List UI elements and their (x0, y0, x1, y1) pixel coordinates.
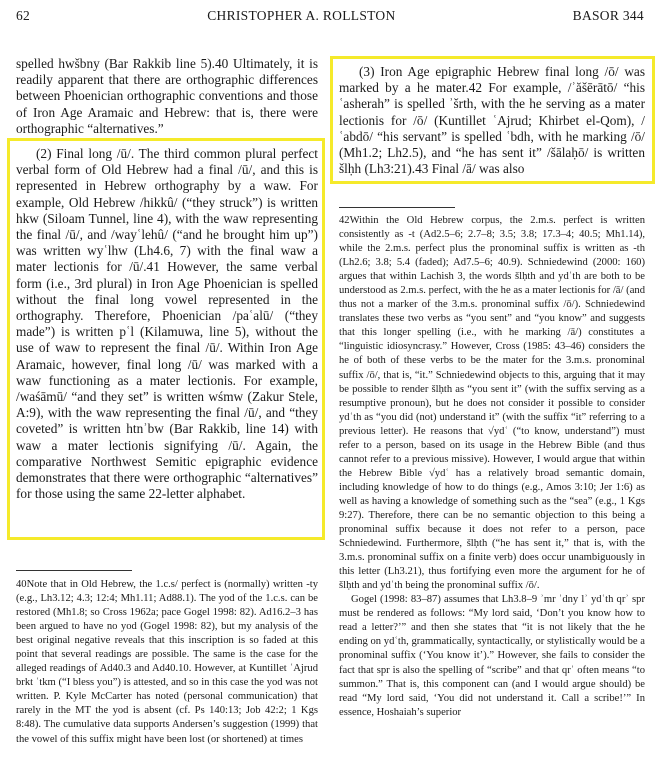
footnote-42 (339, 214, 645, 720)
running-head-author: CHRISTOPHER A. ROLLSTON (207, 8, 396, 23)
footnote-42-paragraph-2: Gogel (1998: 83–87) assumes that Lh3.8–9 ʾmr ʾdny lʾ ydʿth qrʾ spr must be rendered as follows: “My lord said, ‘Don’t you know how to read a letter?’” and then she states that “it is not likely that the he ending on ydʿth, grammatically, syntactically, or stylistically would be a pronominal suffix (‘You know it’).” However, she fails to consider the fact that spr is also the spelling of “scribe” and that qrʾ often means “to summon.” That is, this component can (and I would argue should) be read “My lord said, ‘You did not understand it. Call a scribe!’” In essence, Hoshaiah’s superior (339, 594, 645, 718)
highlight-box-left (7, 138, 325, 540)
footnote-42-paragraph-1: 42Within the Old Hebrew corpus, the 2.m.s. perfect is written consistently as -t (Ad2.5–6; 2.7–8; 3.5; 3.8; 17.3–4; 40.5; Mh1.14), while the 2.m.s. perfect plus the pronominal suffix is written as -th (Lh2.6; 3.8; 5.4 (faded); Ad7.5–6; 40.9). Schniedewind (2000: 160) argues that within Lachish 3, the words šlḥth and ydʿth are both to be understood as 2.m.s. perfect, with the he as a mater lectionis for /ā/ (and thus not a marker of the 3.m.s. pronominal suffix /ō/). Schniedewind translates these two verbs as “you sent” and “you know” and suggests that this longer spelling (i.e., with he marking /ā/) constitutes a “linguistic idiosyncrasy.” However, Cross (1985: 43–46) considers the he of both of these verbs to be the mater for the 3.m.s. pronominal suffix /ō/, that is, “it.” Schniedewind objects to this, arguing that it may be possible to render šlḥth as “you sent it” (with the suffix serving as a resumptive pronoun), but he does not consider it possible to consider ydʿth as “you did (not) understand it” (with the suffix “it” referring to a previous letter). He reasons that √ydʿ (“to know, understand”) must refer to a person, based on its usage in the Hebrew Bible (and thus cannot refer to a previous missive). However, I would argue that within the Hebrew Bible √ydʿ has a relatively broad semantic domain, including knowledge of how to do things (e.g., Amos 3:10; Jer 1:6) as well as having a knowledge of something such as the “sea” (e.g., 1 Kgs 9:27). Therefore, there can be no semantic objection to this being a pronominal suffix because it does not refer to a person, pace Schniedewind. Furthermore, šlḥth (“he has sent it,” that is, with the 3.m.s. pronominal suffix on a finite verb) does occur unambiguously in this letter (Lh3.21), thus fortifying even more the argument for he of šlḥth and ydʿth being the pronominal suffix /ō/. (339, 215, 645, 592)
left-column-top-text (16, 56, 318, 137)
footnote-rule-right (339, 207, 455, 208)
footnote-rule-left (16, 570, 132, 571)
page-number: 62 (16, 8, 31, 23)
footnote-40-text: 40Note that in Old Hebrew, the 1.c.s/ perfect is (normally) written -ty (e.g., Lh3.12; 4.3; 12:4; Mh1.11; Ad88.1). The yod of the 1.c.s. can be restored (Mh1.8; so Cross 1962a; pace Gogel 1998: 82). Ad16.2–3 has been argued to have no yod (Gogel 1998: 82), but my analysis of the best original negative reveals that this inscription is so faded at this point that several readings are possible. The same is the case for the alleged readings of Ad40.3 and Ad40.10. However, at Kuntillet ʿAjrud brkt ʿtkm (“I bless you”) is attested, and so in this case the yod was not written. P. Kyle McCarter has noted (personal communication) that rarely in the MT the yod is absent (cf. Ps 140:13; Job 42:2; 1 Kgs 8:48). The cumulative data supports Andersen’s suggestion (1999) that the vowel of this suffix might have been lost (or shortened) at times (16, 579, 318, 745)
paragraph-final-long-u: (2) Final long /ū/. The third common plural perfect verbal form of Old Hebrew had a final /ū/, and this is represented in Hebrew orthography by a waw. For example, Old Hebrew /hikkû/ (“they struck”) is written hkw (Siloam Tunnel, line 4), with the waw representing the final /ū/, and /wayʿlehû/ (“and he brought him up”) was written wyʿlhw (Lh4.6, 7) with the final waw a mater lectionis for /ū/.41 However, the same verbal form (i.e., 3rd plural) in Iron Age Phoenician is spelled without the final long vowel represented in the orthography. Therefore, Phoenician /paʿalū/ (“they made”) is written pʿl (Kilamuwa, line 5), without the use of waw to represent the final /ū/. Within Iron Age Aramaic, however, final long /ū/ was marked with a waw functioning as a mater lectionis. For example, /waśāmū/ “and they set” is written wśmw (Zakur Stele, A:9), with the waw representing the final /ū/, and “they coveted” is written htnʾbw (Bar Rakkib, line 14) with waw a mater lectionis signifying /ū/. Again, the comparative Northwest Semitic epigraphic evidence demonstrates that there were orthographic “alternatives” for those using the same 22-letter alphabet. (16, 146, 318, 502)
paragraph-orthographic-alternatives: spelled hwšbny (Bar Rakkib line 5).40 Ultimately, it is readily apparent that there are orthographic differences between Phoenician orthographic conventions and those of Iron Age Aramaic and Hebrew: that is, there were orthographic “alternatives.” (16, 56, 318, 136)
running-head-journal: BASOR 344 (572, 8, 644, 23)
paragraph-final-long-o: (3) Iron Age epigraphic Hebrew final long /ō/ was marked by a he mater.42 For example, /ʾăšērātō/ “his ʿasherah” is spelled ʾšrth, with the he serving as a mater lectionis for /ō/ (Kuntillet ʿAjrud; Khirbet el-Qom), /ʿabdō/ “his servant” is spelled ʿbdh, with he marking /ō/ (Mh1.2; Lh2.5), and “he has sent it” /šālaḥō/ is written šlḥh (Lh3:21).43 Final /ā/ was also (339, 64, 645, 177)
highlight-box-right (330, 56, 655, 184)
footnote-40 (16, 578, 318, 747)
running-head (16, 8, 644, 24)
